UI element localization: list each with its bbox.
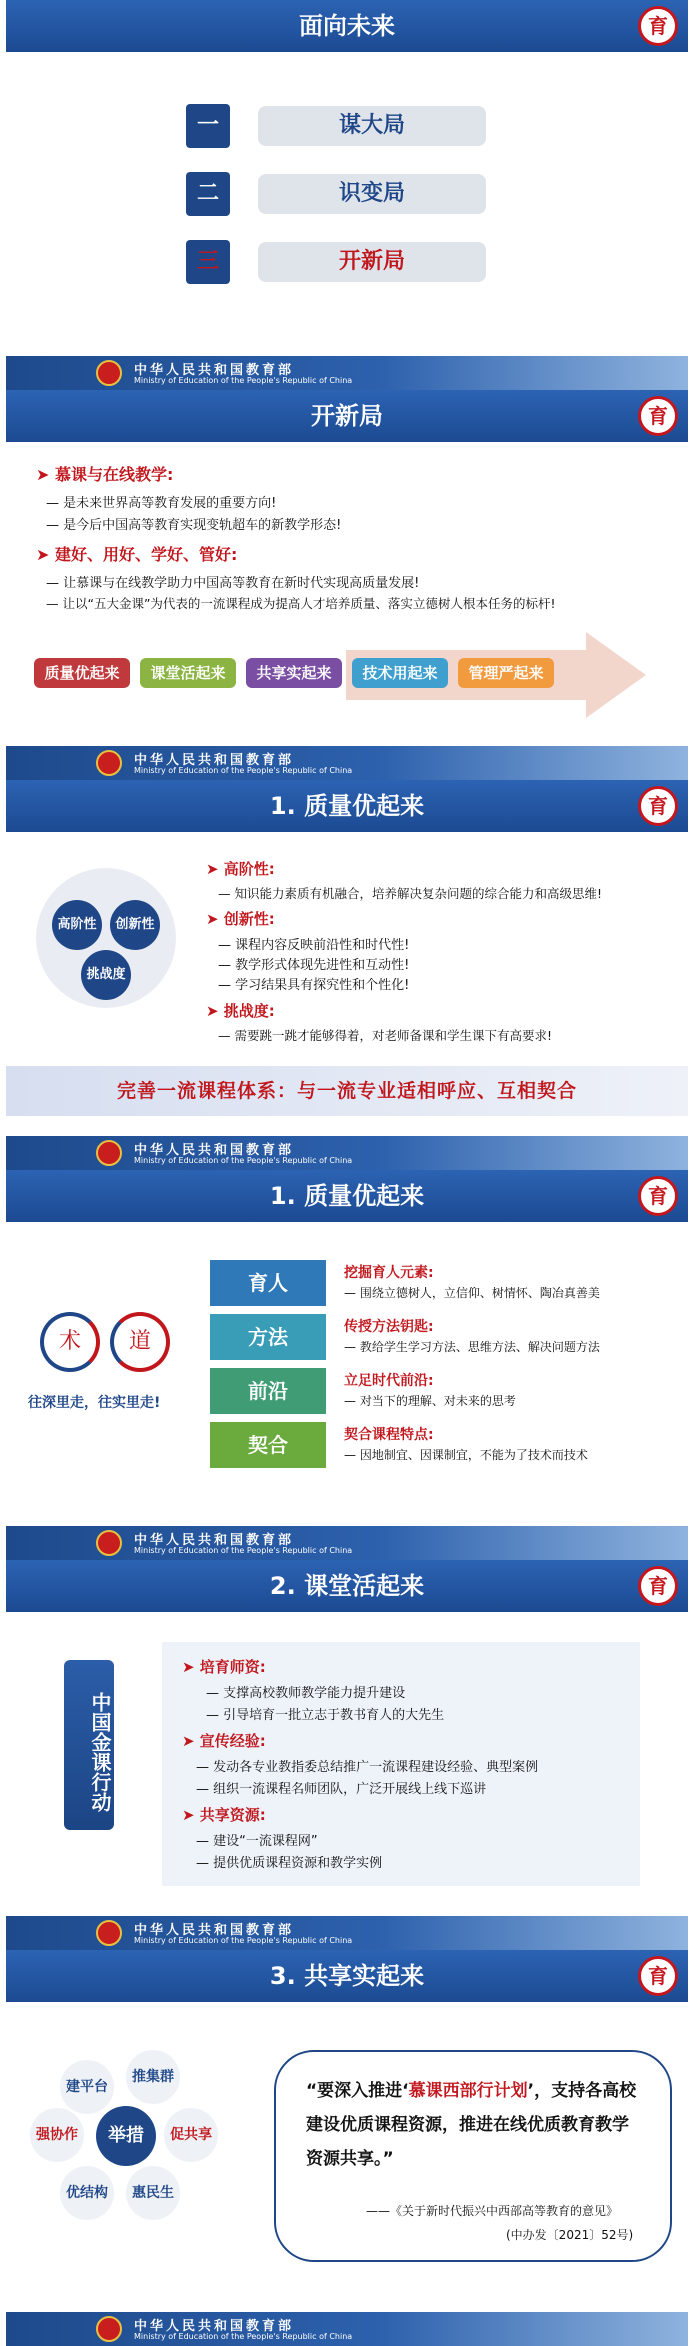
segment-challenge: 挑战度 bbox=[81, 950, 131, 1000]
vertical-label: 中国金课行动 bbox=[64, 1660, 114, 1830]
bubble-share: 促共享 bbox=[164, 2108, 218, 2162]
footer-bar: 中华人民共和国教育部 Ministry of Education of the People's Republic of China bbox=[6, 1136, 688, 1170]
quote-box: “要深入推进‘慕课西部行计划’，支持各高校建设优质课程资源，推进在线优质教育教学资源共享。” bbox=[274, 2050, 672, 2262]
box-qihe: 契合 bbox=[210, 1422, 326, 1468]
box-fangfa: 方法 bbox=[210, 1314, 326, 1360]
text-line: — 需要跳一跳才能够得着，对老师备课和学生课下有高要求! bbox=[218, 1026, 552, 1044]
footer-bar: 中华人民共和国教育部 Ministry of Education of the People's Republic of China bbox=[6, 1916, 688, 1950]
point-text: — 对当下的理解、对未来的思考 bbox=[344, 1392, 516, 1409]
cap-manage: 管理严起来 bbox=[458, 658, 554, 688]
emblem-icon bbox=[96, 2316, 122, 2342]
heading: ➤ 共享资源: bbox=[182, 1804, 266, 1825]
emblem-icon bbox=[96, 1920, 122, 1946]
emblem-icon bbox=[96, 750, 122, 776]
slide-6 bbox=[6, 1950, 688, 2346]
point-text: — 围绕立德树人，立信仰、树情怀、陶冶真善美 bbox=[344, 1284, 600, 1301]
text-line: — 引导培育一批立志于教书育人的大先生 bbox=[206, 1704, 444, 1723]
segment-innovation: 创新性 bbox=[110, 900, 160, 950]
slide-4 bbox=[6, 1170, 688, 1560]
point-title: 挖掘育人元素: bbox=[344, 1265, 434, 1281]
logo-icon: 育 bbox=[638, 6, 678, 46]
text-line: — 让以“五大金课”为代表的一流课程成为提高人才培养质量、落实立德树人根本任务的标杆! bbox=[46, 594, 555, 612]
slide-title: 开新局 育 bbox=[6, 390, 688, 442]
text-line: — 是未来世界高等教育发展的重要方向! bbox=[46, 492, 276, 511]
text-line: — 课程内容反映前沿性和时代性! bbox=[218, 934, 409, 953]
emblem-icon bbox=[96, 360, 122, 386]
heading: ➤ 创新性: bbox=[206, 908, 275, 929]
bubble-coop: 强协作 bbox=[30, 2108, 84, 2162]
cap-share: 共享实起来 bbox=[246, 658, 342, 688]
slide-title: 1. 质量优起来 育 bbox=[6, 1170, 688, 1222]
point-title: 传授方法钥匙: bbox=[344, 1319, 434, 1335]
logo-icon: 育 bbox=[638, 396, 678, 436]
text-line: — 知识能力素质有机融合，培养解决复杂问题的综合能力和高级思维! bbox=[218, 884, 602, 902]
box-yuren: 育人 bbox=[210, 1260, 326, 1306]
footer-bar: 中华人民共和国教育部 Ministry of Education of the People's Republic of China bbox=[6, 356, 688, 390]
slide-title: 面向未来 育 bbox=[6, 0, 688, 52]
slide-1: 面向未来 育 一 谋大局 二 识变局 三 开新局 中华人民共和国教育部 Ministry of Education of the People's Republic of China bbox=[6, 0, 688, 390]
heading: ➤ 挑战度: bbox=[206, 1000, 275, 1021]
point-title: 立足时代前沿: bbox=[344, 1373, 434, 1389]
emblem-icon bbox=[96, 1530, 122, 1556]
logo-icon: 育 bbox=[638, 1176, 678, 1216]
text-line: — 是今后中国高等教育实现变轨超车的新教学形态! bbox=[46, 514, 341, 533]
point-text: — 因地制宜、因课制宜，不能为了技术而技术 bbox=[344, 1446, 588, 1463]
segment-high-order: 高阶性 bbox=[52, 900, 102, 950]
logo-icon: 育 bbox=[638, 786, 678, 826]
bubble-cluster: 推集群 bbox=[126, 2050, 180, 2104]
tagline: 往深里走，往实里走! bbox=[28, 1395, 161, 1411]
slide-5 bbox=[6, 1560, 688, 1950]
bubble-platform: 建平台 bbox=[60, 2060, 114, 2114]
text-line: — 让慕课与在线教学助力中国高等教育在新时代实现高质量发展! bbox=[46, 572, 419, 591]
text-line: — 支撑高校教师教学能力提升建设 bbox=[206, 1682, 405, 1701]
circle-shu: 术 bbox=[40, 1312, 100, 1372]
slide-3 bbox=[6, 780, 688, 1170]
footer-bar: 中华人民共和国教育部 Ministry of Education of the People's Republic of China bbox=[6, 1526, 688, 1560]
heading: ➤ 培育师资: bbox=[182, 1656, 266, 1677]
emblem-icon bbox=[96, 1140, 122, 1166]
slide-title: 1. 质量优起来 育 bbox=[6, 780, 688, 832]
text-line: — 教学形式体现先进性和互动性! bbox=[218, 954, 409, 973]
logo-icon: 育 bbox=[638, 1566, 678, 1606]
bubble-people: 惠民生 bbox=[126, 2166, 180, 2220]
cap-tech: 技术用起来 bbox=[352, 658, 448, 688]
banner: 完善一流课程体系：与一流专业适相呼应、互相契合 bbox=[6, 1066, 688, 1116]
point-title: 契合课程特点: bbox=[344, 1427, 434, 1443]
heading: ➤ 慕课与在线教学: bbox=[36, 462, 173, 485]
quote-source: ——《关于新时代振兴中西部高等教育的意见》 bbox=[366, 2204, 619, 2218]
point-text: — 教给学生学习方法、思维方法、解决问题方法 bbox=[344, 1338, 600, 1355]
heading: ➤ 高阶性: bbox=[206, 858, 275, 879]
slide-2 bbox=[6, 390, 688, 780]
cap-classroom: 课堂活起来 bbox=[140, 658, 236, 688]
footer-bar: 中华人民共和国教育部 Ministry of Education of the People's Republic of China bbox=[6, 2312, 688, 2346]
text-line: — 建设“一流课程网” bbox=[196, 1830, 318, 1849]
logo-icon: 育 bbox=[638, 1956, 678, 1996]
doc-number: (中办发〔2021〕52号) bbox=[506, 2228, 634, 2242]
cap-quality: 质量优起来 bbox=[34, 658, 130, 688]
text-line: — 学习结果具有探究性和个性化! bbox=[218, 974, 409, 993]
text-line: — 发动各专业教指委总结推广一流课程建设经验、典型案例 bbox=[196, 1756, 538, 1775]
text-line: — 提供优质课程资源和教学实例 bbox=[196, 1852, 382, 1871]
bubble-structure: 优结构 bbox=[60, 2166, 114, 2220]
circle-dao: 道 bbox=[110, 1312, 170, 1372]
box-qianyan: 前沿 bbox=[210, 1368, 326, 1414]
footer-bar: 中华人民共和国教育部 Ministry of Education of the People's Republic of China bbox=[6, 746, 688, 780]
text-line: — 组织一流课程名师团队，广泛开展线上线下巡讲 bbox=[196, 1778, 486, 1797]
slide-title: 2. 课堂活起来 育 bbox=[6, 1560, 688, 1612]
heading: ➤ 建好、用好、学好、管好: bbox=[36, 542, 237, 565]
center-bubble: 举措 bbox=[96, 2106, 156, 2166]
slide-title: 3. 共享实起来 育 bbox=[6, 1950, 688, 2002]
heading: ➤ 宣传经验: bbox=[182, 1730, 266, 1751]
